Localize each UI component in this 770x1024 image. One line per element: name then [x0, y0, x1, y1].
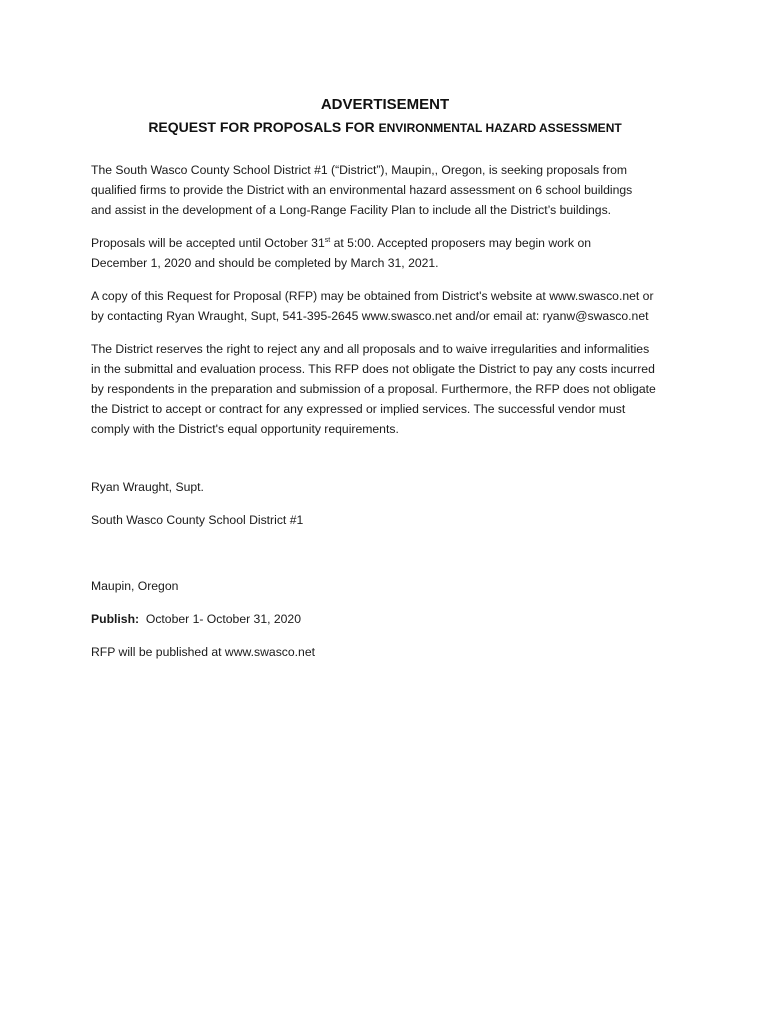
signature-name: Ryan Wraught, Supt. — [91, 480, 204, 494]
rfp-publication-note: RFP will be published at www.swasco.net — [91, 645, 315, 659]
paragraph-line: comply with the District's equal opportunity requirements. — [91, 422, 399, 436]
paragraph-line: The District reserves the right to reject any and all proposals and to waive irregularities and informalities — [91, 342, 650, 356]
paragraph-line — [91, 233, 691, 253]
publish-line — [91, 609, 691, 629]
intro-paragraph — [91, 160, 691, 220]
publish-dates: October 1- October 31, 2020 — [139, 612, 301, 626]
location-line: Maupin, Oregon — [91, 579, 179, 593]
signature-organization: South Wasco County School District #1 — [91, 513, 304, 527]
paragraph-line: and assist in the development of a Long-Range Facility Plan to include all the District’s buildings. — [91, 203, 612, 217]
paragraph-line: A copy of this Request for Proposal (RFP) may be obtained from District's website at www.swasco.net or — [91, 289, 654, 303]
paragraph-line: by respondents in the preparation and submission of a proposal. Furthermore, the RFP does not obligate — [91, 382, 656, 396]
deadline-paragraph — [91, 233, 691, 273]
deadline-text-continued: at 5:00. Accepted proposers may begin work on — [330, 236, 592, 250]
subtitle-main: REQUEST FOR PROPOSALS FOR — [148, 119, 379, 135]
paragraph-line: the District to accept or contract for any expressed or implied services. The successful vendor must — [91, 402, 626, 416]
contact-paragraph — [91, 286, 691, 326]
publish-label: Publish: — [91, 612, 140, 626]
paragraph-line: in the submittal and evaluation process. This RFP does not obligate the District to pay any costs incurred — [91, 362, 655, 376]
ordinal-suffix: st — [324, 236, 331, 244]
paragraph-line: qualified firms to provide the District with an environmental hazard assessment on 6 school buildings — [91, 183, 633, 197]
document-title: ADVERTISEMENT — [320, 96, 450, 113]
paragraph-line: December 1, 2020 and should be completed by March 31, 2021. — [91, 256, 439, 270]
document-subtitle — [0, 117, 770, 138]
paragraph-line: The South Wasco County School District #1 (“District”), Maupin,, Oregon, is seeking proposals from — [91, 163, 627, 177]
terms-paragraph — [91, 339, 691, 439]
subtitle-tail: ENVIRONMENTAL HAZARD ASSESSMENT — [378, 121, 622, 135]
deadline-text: Proposals will be accepted until October 31 — [91, 236, 325, 250]
paragraph-line: by contacting Ryan Wraught, Supt, 541-395-2645 www.swasco.net and/or email at: ryanw@swasco.net — [91, 309, 649, 323]
